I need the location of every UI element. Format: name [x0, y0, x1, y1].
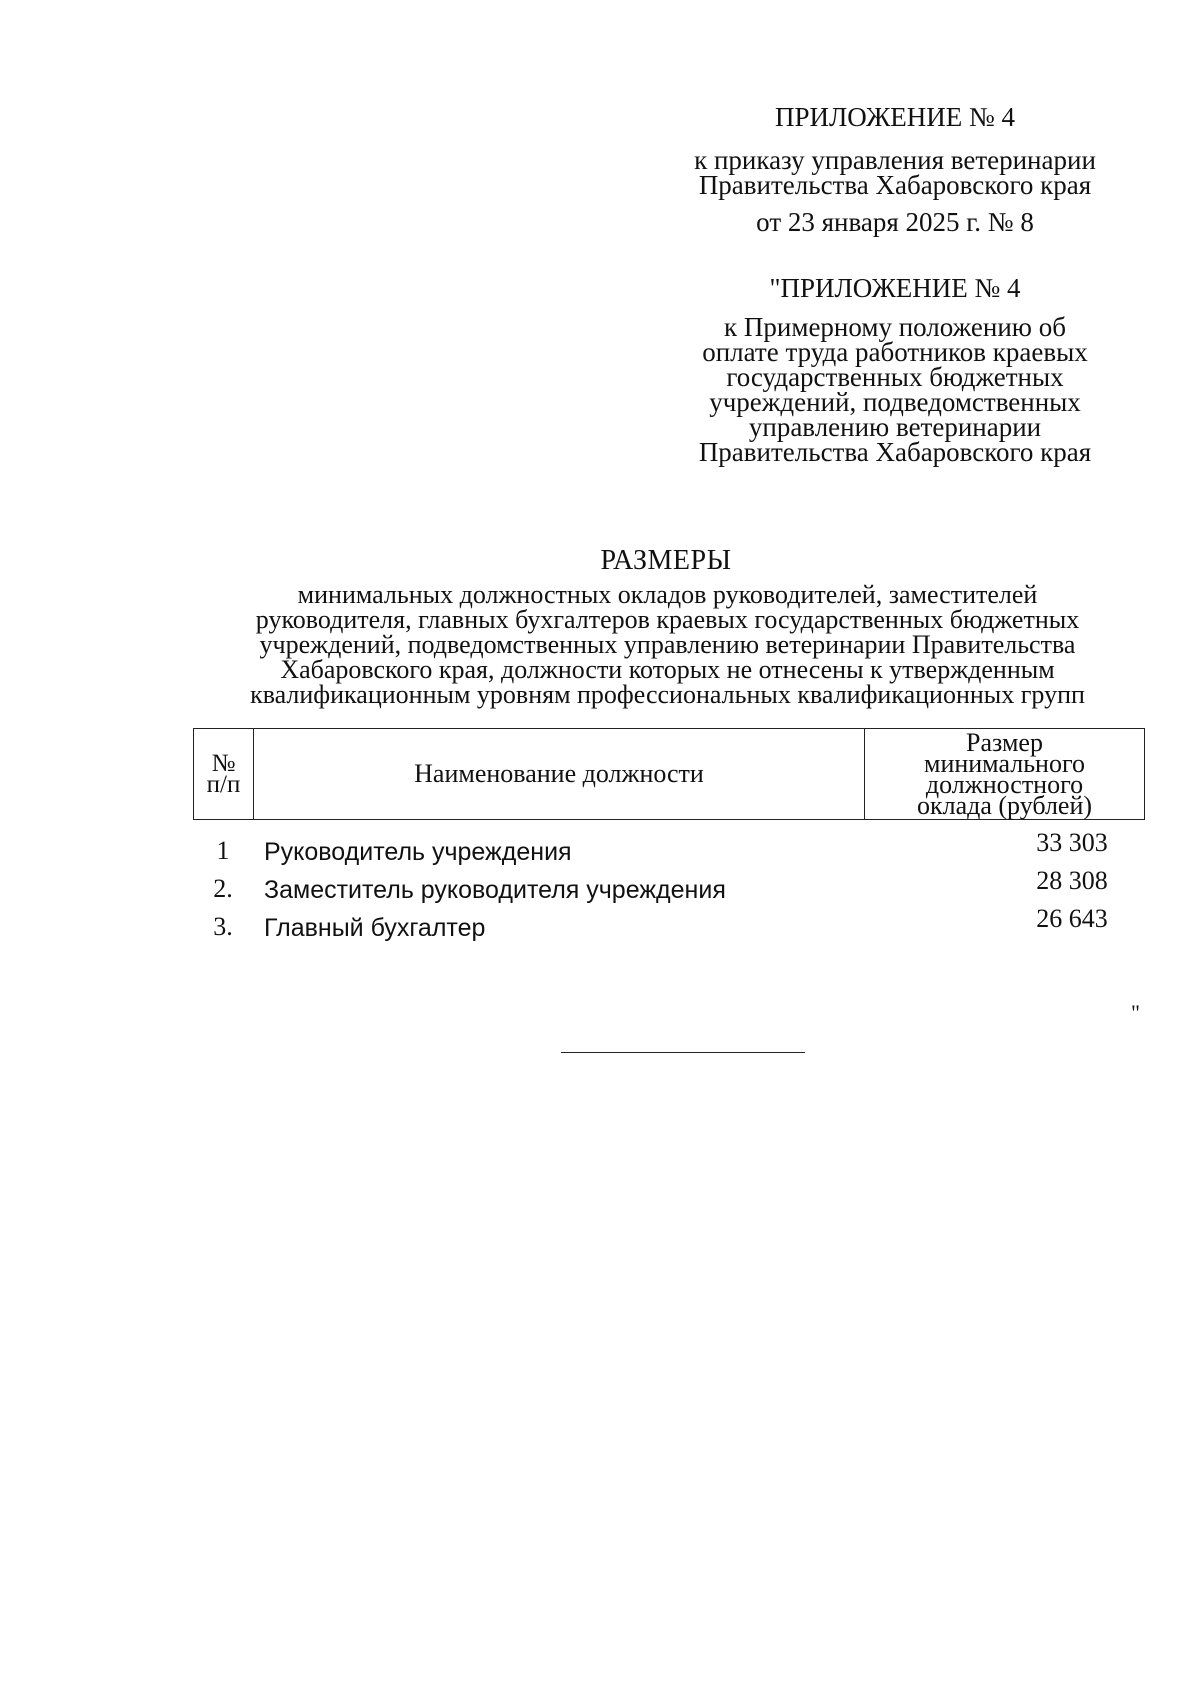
- appendix-line: государственных бюджетных: [726, 362, 1064, 392]
- header-size-line: должностного: [925, 770, 1084, 799]
- appendix-reference: [660, 312, 1130, 467]
- approval-block-regulation: [660, 273, 1130, 465]
- header-position-name: Наименование должности: [254, 729, 865, 819]
- header-number-symbol: №: [211, 750, 236, 777]
- approval-reference: [660, 145, 1130, 200]
- table-body: [193, 828, 1145, 942]
- header-number-abbr: п/п: [206, 771, 241, 798]
- row-salary: 33 303: [1036, 828, 1108, 857]
- row-salary: 28 308: [1036, 866, 1108, 895]
- approval-block-order: [660, 102, 1130, 235]
- approval-title: ПРИЛОЖЕНИЕ № 4: [774, 102, 1016, 132]
- subtitle-line: квалификационным уровням профессиональных квалификационных групп: [250, 680, 1085, 709]
- subtitle-line: руководителя, главных бухгалтеров краевых государственных бюджетных: [255, 605, 1080, 634]
- subtitle-line: учреждений, подведомственных управлению ветеринарии Правительства: [259, 630, 1076, 659]
- table-row: [193, 904, 1145, 942]
- closing-quote: ": [1131, 1000, 1140, 1025]
- row-position: Руководитель учреждения: [264, 838, 572, 866]
- row-position: Заместитель руководителя учреждения: [264, 876, 726, 904]
- row-number: 2.: [213, 874, 233, 903]
- appendix-line: учреждений, подведомственных: [709, 387, 1081, 417]
- appendix-line: Правительства Хабаровского края: [698, 437, 1092, 467]
- table-header: [193, 728, 1145, 820]
- subtitle-line: Хабаровского края, должности которых не отнесены к утвержденным: [280, 655, 1055, 684]
- approval-line: к приказу управления ветеринарии: [694, 145, 1096, 175]
- appendix-line: управлению ветеринарии: [748, 412, 1042, 442]
- document-subtitle: [205, 582, 1130, 707]
- header-size-line: оклада (рублей): [916, 791, 1093, 820]
- table-row: [193, 866, 1145, 904]
- row-number: 1: [216, 836, 230, 865]
- approval-line: Правительства Хабаровского края: [698, 170, 1092, 200]
- appendix-line: оплате труда работников краевых: [702, 337, 1088, 367]
- header-size-line: Размер: [966, 728, 1043, 757]
- end-divider: [561, 1052, 805, 1053]
- row-position: Главный бухгалтер: [264, 914, 486, 942]
- header-number: [194, 729, 254, 819]
- header-salary-size: [865, 729, 1144, 819]
- document-title: РАЗМЕРЫ: [600, 545, 732, 576]
- row-salary: 26 643: [1036, 904, 1108, 933]
- header-size-line: минимального: [923, 749, 1085, 778]
- row-number: 3.: [213, 912, 233, 941]
- approval-date: от 23 января 2025 г. № 8: [756, 207, 1034, 237]
- appendix-title: "ПРИЛОЖЕНИЕ № 4: [769, 273, 1021, 303]
- table-row: [193, 828, 1145, 866]
- appendix-line: к Примерному положению об: [724, 312, 1066, 342]
- subtitle-line: минимальных должностных окладов руководителей, заместителей: [297, 580, 1038, 609]
